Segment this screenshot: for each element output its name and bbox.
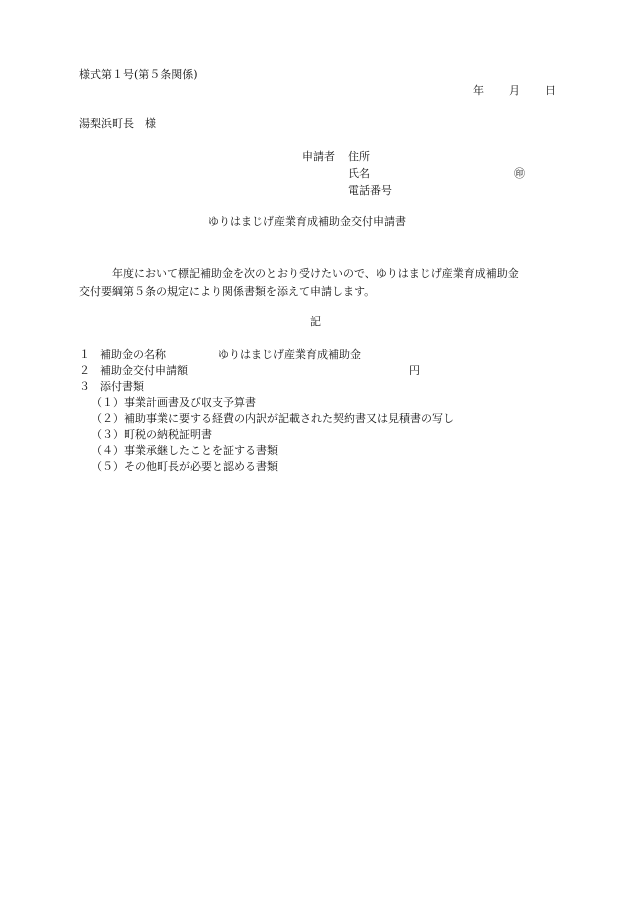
body-line-2: 交付要綱第５条の規定により関係書類を添えて申請します。 (79, 285, 376, 298)
addressee: 湯梨浜町長 様 (79, 117, 156, 130)
date-day: 日 (545, 84, 556, 97)
attachment-item: （５）その他町長が必要と認める書類 (91, 460, 278, 473)
document-title: ゆりはまじげ産業育成補助金交付申請書 (208, 215, 406, 228)
seal-mark: ㊞ (514, 167, 525, 180)
item-label: 補助金交付申請額 (100, 364, 188, 377)
applicant-name-label: 氏名 (348, 167, 370, 180)
applicant-address-label: 住所 (348, 150, 370, 163)
form-label: 様式第１号(第５条関係) (79, 68, 198, 81)
attachment-item: （１）事業計画書及び収支予算書 (91, 396, 256, 409)
item-value: 円 (409, 364, 420, 377)
item-number: ２ (79, 364, 90, 377)
item-label: 添付書類 (100, 380, 144, 393)
attachment-item: （３）町税の納税証明書 (91, 428, 212, 441)
ki-heading: 記 (310, 315, 321, 328)
item-number: １ (79, 348, 90, 361)
item-value: ゆりはまじげ産業育成補助金 (218, 348, 361, 361)
attachment-item: （２）補助事業に要する経費の内訳が記載された契約書又は見積書の写し (91, 412, 454, 425)
date-month: 月 (509, 84, 520, 97)
item-label: 補助金の名称 (100, 348, 166, 361)
attachment-item: （４）事業承継したことを証する書類 (91, 444, 278, 457)
body-line-1: 年度において標記補助金を次のとおり受けたいので、ゆりはまじげ産業育成補助金 (112, 267, 519, 280)
date-year: 年 (473, 84, 484, 97)
item-number: ３ (79, 380, 90, 393)
applicant-phone-label: 電話番号 (348, 184, 392, 197)
body-paragraph (79, 265, 569, 301)
applicant-label: 申請者 (302, 150, 335, 163)
